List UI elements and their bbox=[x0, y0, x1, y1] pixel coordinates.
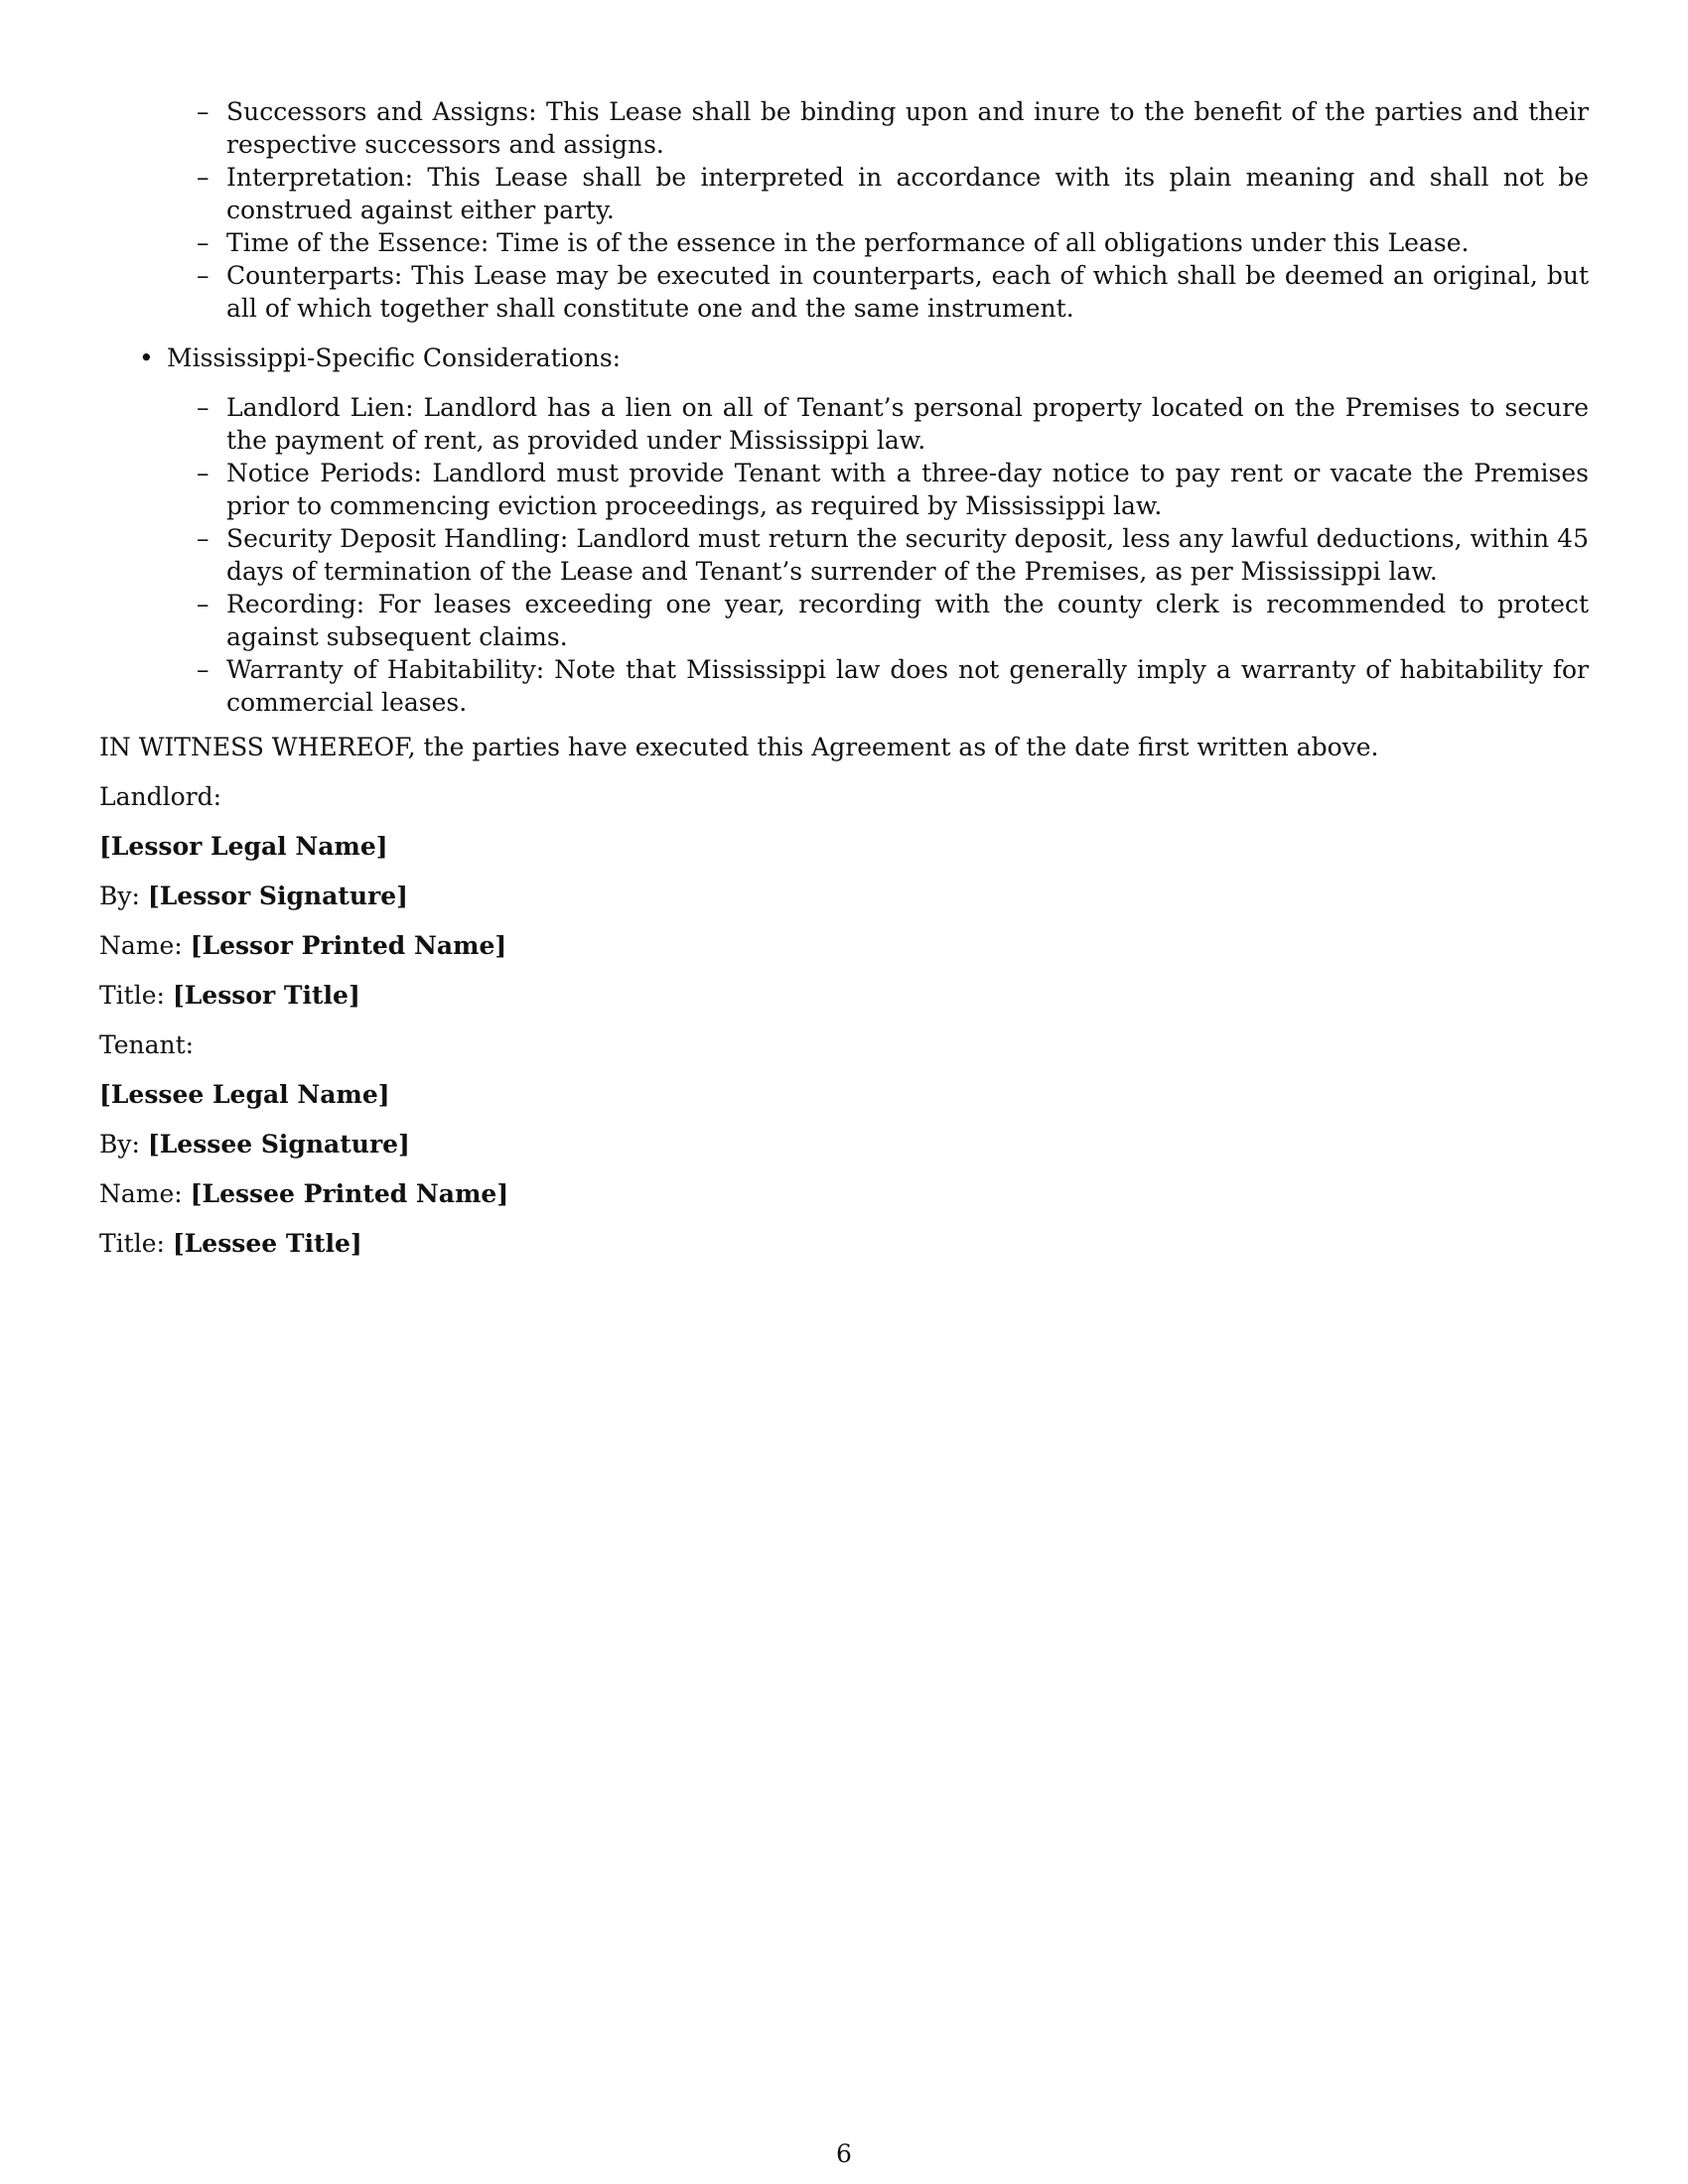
dash-marker: – bbox=[197, 393, 210, 422]
tenant-legal-name bbox=[99, 1078, 1589, 1111]
list-item-text: Time of the Essence: Time is of the essence in the performance of all obligations under this Lease. bbox=[226, 228, 1470, 257]
document-page bbox=[99, 95, 1589, 1260]
tenant-title-value: [Lessee Title] bbox=[172, 1229, 362, 1258]
list-item-text: Successors and Assigns: This Lease shall be binding upon and inure to the benefit of the parties and their respective successors and assigns. bbox=[226, 97, 1589, 159]
list-item bbox=[197, 653, 1589, 719]
page-number: 6 bbox=[836, 2139, 852, 2168]
general-provisions-list bbox=[99, 95, 1589, 325]
dash-marker: – bbox=[197, 459, 210, 487]
list-item-text: Security Deposit Handling: Landlord must return the security deposit, less any lawful deductions, within 45 days of termination of the Lease and Tenant’s surrender of the Premises, as per Mississippi law. bbox=[226, 524, 1589, 586]
list-item bbox=[197, 588, 1589, 653]
title-label: Title: bbox=[99, 981, 165, 1010]
witness-clause: IN WITNESS WHEREOF, the parties have executed this Agreement as of the date first written above. bbox=[99, 733, 1379, 761]
list-item bbox=[197, 522, 1589, 588]
dash-marker: – bbox=[197, 655, 210, 684]
list-item-text: Warranty of Habitability: Note that Mississippi law does not generally imply a warranty of habitability for commercial leases. bbox=[226, 655, 1589, 717]
mississippi-section-heading bbox=[99, 341, 1589, 374]
list-item-text: Notice Periods: Landlord must provide Tenant with a three-day notice to pay rent or vacate the Premises prior to commencing eviction proceedings, as required by Mississippi law. bbox=[226, 459, 1589, 520]
signature-area bbox=[99, 731, 1589, 1260]
list-item-text: Interpretation: This Lease shall be interpreted in accordance with its plain meaning and shall not be construed against either party. bbox=[226, 163, 1589, 224]
bullet-marker: • bbox=[139, 343, 154, 372]
tenant-title-line bbox=[99, 1227, 1589, 1260]
landlord-legal-name bbox=[99, 830, 1589, 863]
landlord-printed-name-line bbox=[99, 929, 1589, 962]
tenant-label: Tenant: bbox=[99, 1030, 195, 1059]
section-heading-text: Mississippi-Specific Considerations: bbox=[167, 343, 622, 372]
landlord-signature-line bbox=[99, 880, 1589, 912]
name-label: Name: bbox=[99, 1179, 183, 1208]
tenant-printed-name-line bbox=[99, 1177, 1589, 1210]
list-item bbox=[197, 457, 1589, 522]
landlord-label: Landlord: bbox=[99, 782, 222, 811]
list-item bbox=[197, 226, 1589, 259]
dash-marker: – bbox=[197, 97, 210, 126]
landlord-title-value: [Lessor Title] bbox=[172, 981, 360, 1010]
landlord-printed-name-value: [Lessor Printed Name] bbox=[190, 931, 507, 960]
dash-marker: – bbox=[197, 524, 210, 553]
list-item-text: Counterparts: This Lease may be executed in counterparts, each of which shall be deemed an original, but all of which together shall constitute one and the same instrument. bbox=[226, 261, 1589, 323]
mississippi-considerations-list bbox=[99, 391, 1589, 719]
landlord-legal-name-value: [Lessor Legal Name] bbox=[99, 832, 388, 861]
name-label: Name: bbox=[99, 931, 183, 960]
dash-marker: – bbox=[197, 590, 210, 618]
tenant-legal-name-value: [Lessee Legal Name] bbox=[99, 1080, 390, 1109]
list-item bbox=[197, 161, 1589, 226]
tenant-signature-line bbox=[99, 1128, 1589, 1160]
list-item bbox=[197, 259, 1589, 325]
tenant-printed-name-value: [Lessee Printed Name] bbox=[190, 1179, 509, 1208]
dash-marker: – bbox=[197, 163, 210, 192]
title-label: Title: bbox=[99, 1229, 165, 1258]
by-label: By: bbox=[99, 882, 140, 910]
tenant-signature-value: [Lessee Signature] bbox=[147, 1130, 410, 1159]
dash-marker: – bbox=[197, 261, 210, 290]
dash-marker: – bbox=[197, 228, 210, 257]
landlord-signature-value: [Lessor Signature] bbox=[147, 882, 408, 910]
list-item bbox=[197, 391, 1589, 457]
by-label: By: bbox=[99, 1130, 140, 1159]
list-item-text: Landlord Lien: Landlord has a lien on all of Tenant’s personal property located on the Premises to secure the payment of rent, as provided under Mississippi law. bbox=[226, 393, 1589, 455]
list-item bbox=[197, 95, 1589, 161]
landlord-title-line bbox=[99, 979, 1589, 1012]
list-item-text: Recording: For leases exceeding one year, recording with the county clerk is recommended to protect against subsequent claims. bbox=[226, 590, 1589, 651]
